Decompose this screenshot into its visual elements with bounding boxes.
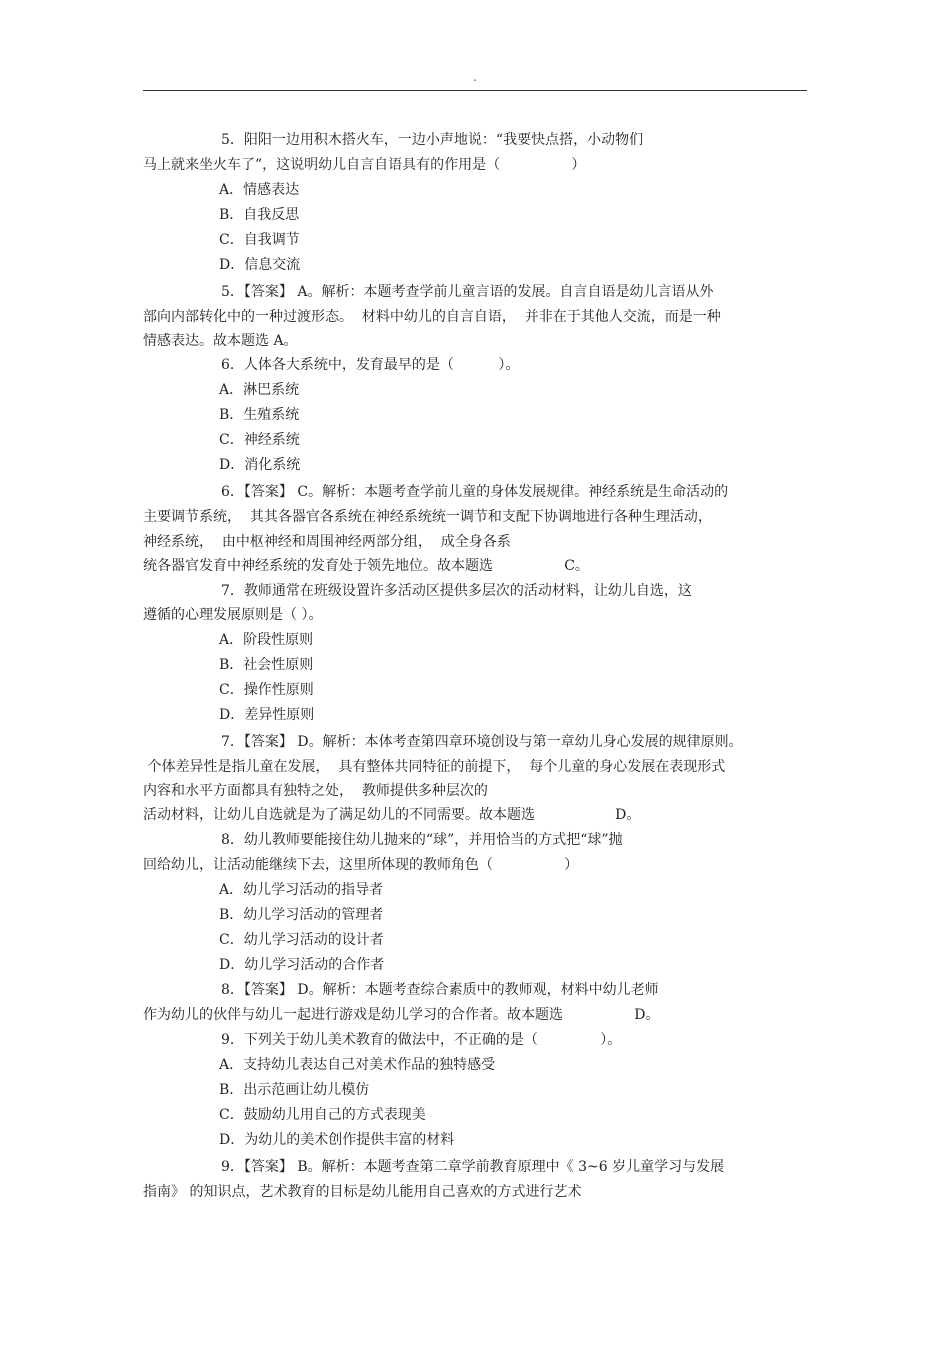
text-line: 内容和水平方面都具有独特之处， 教师提供多种层次的	[143, 783, 488, 799]
text-line: 5．阳阳一边用积木搭火车，一边小声地说：“我要快点搭，小动物们	[221, 132, 644, 148]
option-line: C．神经系统	[219, 432, 300, 448]
answer-line: 9．【答案】 B。解析：本题考查第二章学前教育原理中《 3~6 岁儿童学习与发展	[221, 1159, 725, 1175]
option-line: B．生殖系统	[219, 407, 300, 423]
answer-line: 7．【答案】 D。解析：本体考查第四章环境创设与第一章幼儿身心发展的规律原则。	[221, 734, 743, 750]
option-line: C．鼓励幼儿用自己的方式表现美	[219, 1107, 426, 1123]
text-line: 主要调节系统， 其其各器官各系统在神经系统统一调节和支配下协调地进行各种生理活动，	[143, 509, 712, 525]
option-line: D．幼儿学习活动的合作者	[219, 957, 385, 973]
question-line: 7．教师通常在班级设置许多活动区提供多层次的活动材料，让幼儿自选，这	[221, 583, 692, 599]
answer-line: 5．【答案】 A。解析：本题考查学前儿童言语的发展。自言自语是幼儿言语从外	[221, 284, 714, 300]
text-line: 个体差异性是指儿童在发展， 具有整体共同特征的前提下， 每个儿童的身心发展在表现形式	[143, 759, 726, 775]
text-line: 马上就来坐火车了”，这说明幼儿自言自语具有的作用是（ ）	[143, 157, 586, 173]
option-line: A．情感表达	[219, 182, 300, 198]
answer-line: 6．【答案】 C。解析：本题考查学前儿童的身体发展规律。神经系统是生命活动的	[221, 484, 729, 500]
text-line: 情感表达。故本题选 A。	[143, 333, 298, 349]
text-line: 统各器官发育中神经系统的发育处于领先地位。故本题选 C。	[143, 558, 589, 574]
option-line: B．自我反思	[219, 207, 300, 223]
option-line: A．幼儿学习活动的指导者	[219, 882, 384, 898]
text-line: 遵循的心理发展原则是（ ）。	[143, 607, 323, 623]
option-line: C．操作性原则	[219, 682, 314, 698]
answer-line: 8．【答案】 D。解析：本题考查综合素质中的教师观，材料中幼儿老师	[221, 982, 659, 998]
option-line: C．幼儿学习活动的设计者	[219, 932, 384, 948]
text-line: 活动材料，让幼儿自选就是为了满足幼儿的不同需要。故本题选 D。	[143, 807, 641, 823]
option-line: C．自我调节	[219, 232, 300, 248]
option-line: D．差异性原则	[219, 707, 315, 723]
option-line: B．社会性原则	[219, 657, 314, 673]
option-line: D．为幼儿的美术创作提供丰富的材料	[219, 1132, 455, 1148]
text-line: 部向内部转化中的一种过渡形态。 材料中幼儿的自言自语， 并非在于其他人交流，而是一种	[143, 309, 721, 325]
option-line: B．幼儿学习活动的管理者	[219, 907, 384, 923]
option-line: D．信息交流	[219, 257, 301, 273]
option-line: A．淋巴系统	[219, 382, 300, 398]
option-line: A．支持幼儿表达自己对美术作品的独特感受	[219, 1057, 496, 1073]
option-line: B．出示范画让幼儿模仿	[219, 1082, 370, 1098]
option-line: D．消化系统	[219, 457, 301, 473]
text-line: 回给幼儿，让活动能继续下去，这里所体现的教师角色（ ）	[143, 857, 579, 873]
header-mark: .	[473, 70, 477, 84]
text-line: 指南》 的知识点，艺术教育的目标是幼儿能用自己喜欢的方式进行艺术	[143, 1184, 582, 1200]
option-line: A．阶段性原则	[219, 632, 314, 648]
question-line: 9．下列关于幼儿美术教育的做法中，不正确的是（ ）。	[221, 1032, 622, 1048]
question-line: 8．幼儿教师要能接住幼儿抛来的“球”，并用恰当的方式把“球”抛	[221, 832, 623, 848]
text-line: 作为幼儿的伙伴与幼儿一起进行游戏是幼儿学习的合作者。故本题选 D。	[143, 1007, 660, 1023]
question-line: 6．人体各大系统中，发育最早的是（ ）。	[221, 357, 520, 373]
text-line: 神经系统， 由中枢神经和周围神经两部分组， 成全身各系	[143, 534, 511, 550]
